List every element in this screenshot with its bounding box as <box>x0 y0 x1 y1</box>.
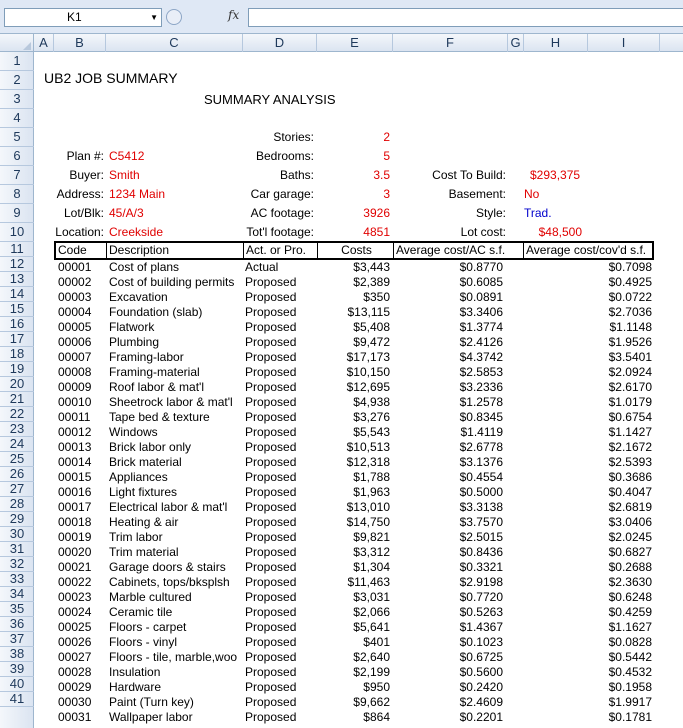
item-average-cost-covd[interactable]: $1.0179 <box>608 395 652 409</box>
worksheet-grid[interactable] <box>34 52 683 728</box>
column-header-c[interactable]: C <box>106 34 243 52</box>
item-average-cost-ac[interactable]: $3.1376 <box>459 455 503 469</box>
item-average-cost-covd[interactable]: $1.9526 <box>608 335 652 349</box>
row-header-26[interactable]: 26 <box>0 467 34 482</box>
buyer-label[interactable]: Buyer: <box>69 168 104 182</box>
item-description[interactable]: Cabinets, tops/bksplsh <box>109 575 230 589</box>
item-status[interactable]: Proposed <box>245 575 297 589</box>
item-status[interactable]: Proposed <box>245 635 297 649</box>
item-average-cost-covd[interactable]: $0.4532 <box>608 665 652 679</box>
item-average-cost-ac[interactable]: $2.5853 <box>459 365 503 379</box>
item-description[interactable]: Plumbing <box>109 335 160 349</box>
bedrooms-label[interactable]: Bedrooms: <box>255 149 314 163</box>
ac-footage-label[interactable]: AC footage: <box>250 206 314 220</box>
item-status[interactable]: Proposed <box>245 410 297 424</box>
name-box-value: K1 <box>67 10 82 24</box>
item-average-cost-covd[interactable]: $0.5442 <box>608 650 652 664</box>
item-average-cost-covd[interactable]: $0.3686 <box>608 470 652 484</box>
address-value[interactable]: 1234 Main <box>109 187 166 201</box>
item-description[interactable]: Brick material <box>109 455 182 469</box>
row-header-34[interactable]: 34 <box>0 587 34 602</box>
item-cost[interactable]: $13,115 <box>347 305 390 319</box>
lot-cost-value[interactable]: $48,500 <box>538 225 582 239</box>
item-code[interactable]: 00015 <box>58 470 92 484</box>
item-average-cost-covd[interactable]: $0.2688 <box>608 560 652 574</box>
item-description[interactable]: Brick labor only <box>109 440 192 454</box>
item-average-cost-ac[interactable]: $0.8770 <box>459 260 503 274</box>
bedrooms-value[interactable]: 5 <box>383 149 390 163</box>
item-status[interactable]: Proposed <box>245 485 297 499</box>
item-description[interactable]: Framing-material <box>109 365 200 379</box>
item-description[interactable]: Floors - carpet <box>109 620 187 634</box>
item-status[interactable]: Actual <box>245 260 279 274</box>
item-status[interactable]: Proposed <box>245 695 297 709</box>
item-description[interactable]: Framing-labor <box>109 350 184 364</box>
item-average-cost-ac[interactable]: $0.6725 <box>459 650 503 664</box>
item-average-cost-ac[interactable]: $4.3742 <box>459 350 503 364</box>
item-average-cost-ac[interactable]: $0.3321 <box>459 560 503 574</box>
item-code[interactable]: 00001 <box>58 260 92 274</box>
item-average-cost-covd[interactable]: $2.7036 <box>608 305 652 319</box>
item-code[interactable]: 00029 <box>58 680 92 694</box>
stories-value[interactable]: 2 <box>383 130 390 144</box>
item-average-cost-covd[interactable]: $1.1627 <box>608 620 652 634</box>
column-header-f[interactable]: F <box>393 34 508 52</box>
item-average-cost-covd[interactable]: $2.6170 <box>608 380 652 394</box>
item-status[interactable]: Proposed <box>245 455 297 469</box>
row-header-30[interactable]: 30 <box>0 527 34 542</box>
plan-label[interactable]: Plan #: <box>66 149 104 163</box>
item-status[interactable]: Proposed <box>245 395 297 409</box>
item-average-cost-ac[interactable]: $0.0891 <box>459 290 503 304</box>
row-header-27[interactable]: 27 <box>0 482 34 497</box>
row-header-9[interactable]: 9 <box>0 204 34 223</box>
item-code[interactable]: 00031 <box>58 710 92 724</box>
row-header-13[interactable]: 13 <box>0 272 34 287</box>
item-status[interactable]: Proposed <box>245 620 297 634</box>
item-code[interactable]: 00007 <box>58 350 92 364</box>
item-status[interactable]: Proposed <box>245 680 297 694</box>
name-box[interactable] <box>4 8 162 27</box>
item-average-cost-covd[interactable]: $0.4925 <box>608 275 652 289</box>
item-code[interactable]: 00014 <box>58 455 92 469</box>
sheet-title[interactable]: UB2 JOB SUMMARY <box>44 70 178 86</box>
row-header-19[interactable]: 19 <box>0 362 34 377</box>
item-description[interactable]: Floors - tile, marble,woo <box>109 650 238 664</box>
header-costs[interactable]: Costs <box>341 243 372 257</box>
item-code[interactable]: 00008 <box>58 365 92 379</box>
location-label[interactable]: Location: <box>55 225 104 239</box>
item-status[interactable]: Proposed <box>245 500 297 514</box>
item-description[interactable]: Garage doors & stairs <box>109 560 226 574</box>
cost-to-build-label[interactable]: Cost To Build: <box>432 168 506 182</box>
item-average-cost-covd[interactable]: $0.4047 <box>608 485 652 499</box>
item-cost[interactable]: $12,695 <box>346 380 390 394</box>
item-status[interactable]: Proposed <box>245 665 297 679</box>
column-header-g[interactable]: G <box>508 34 524 52</box>
item-average-cost-covd[interactable]: $2.3630 <box>608 575 652 589</box>
item-average-cost-covd[interactable]: $3.5401 <box>608 350 652 364</box>
row-header-5[interactable]: 5 <box>0 128 34 147</box>
item-status[interactable]: Proposed <box>245 560 297 574</box>
item-description[interactable]: Wallpaper labor <box>109 710 193 724</box>
item-description[interactable]: Floors - vinyl <box>109 635 178 649</box>
item-cost[interactable]: $3,443 <box>353 260 390 274</box>
item-code[interactable]: 00011 <box>58 410 91 424</box>
item-code[interactable]: 00030 <box>58 695 92 709</box>
item-description[interactable]: Roof labor & mat'l <box>109 380 204 394</box>
item-description[interactable]: Windows <box>109 425 158 439</box>
item-average-cost-ac[interactable]: $0.8345 <box>459 410 503 424</box>
item-average-cost-ac[interactable]: $0.5263 <box>459 605 503 619</box>
row-header-35[interactable]: 35 <box>0 602 34 617</box>
item-average-cost-ac[interactable]: $2.4609 <box>459 695 503 709</box>
item-code[interactable]: 00017 <box>58 500 92 514</box>
row-header-36[interactable]: 36 <box>0 617 34 632</box>
item-status[interactable]: Proposed <box>245 320 297 334</box>
item-average-cost-ac[interactable]: $0.8436 <box>459 545 503 559</box>
header-average-cost-covd[interactable]: Average cost/cov'd s.f. <box>526 243 647 257</box>
item-description[interactable]: Trim material <box>109 545 179 559</box>
item-average-cost-covd[interactable]: $0.6754 <box>608 410 652 424</box>
item-code[interactable]: 00013 <box>58 440 92 454</box>
row-header-2[interactable]: 2 <box>0 71 34 90</box>
item-status[interactable]: Proposed <box>245 425 297 439</box>
item-average-cost-covd[interactable]: $0.0722 <box>608 290 652 304</box>
item-average-cost-covd[interactable]: $0.4259 <box>608 605 652 619</box>
item-description[interactable]: Marble cultured <box>109 590 192 604</box>
item-status[interactable]: Proposed <box>245 530 297 544</box>
item-description[interactable]: Flatwork <box>109 320 155 334</box>
sheet-subtitle[interactable]: SUMMARY ANALYSIS <box>204 92 336 107</box>
item-description[interactable]: Light fixtures <box>109 485 178 499</box>
item-average-cost-covd[interactable]: $0.1781 <box>608 710 652 724</box>
formula-bar-resize-icon[interactable] <box>166 9 182 25</box>
item-code[interactable]: 00004 <box>58 305 92 319</box>
item-cost[interactable]: $9,821 <box>353 530 390 544</box>
item-description[interactable]: Heating & air <box>109 515 179 529</box>
style-label[interactable]: Style: <box>475 206 506 220</box>
row-header-10[interactable]: 10 <box>0 223 34 242</box>
item-cost[interactable]: $3,312 <box>353 545 390 559</box>
lot-blk-label[interactable]: Lot/Blk: <box>63 206 104 220</box>
item-status[interactable]: Proposed <box>245 365 297 379</box>
insert-function-icon[interactable]: fx <box>228 8 240 22</box>
basement-value[interactable]: No <box>524 187 540 201</box>
item-status[interactable]: Proposed <box>245 650 297 664</box>
row-header-11[interactable]: 11 <box>0 242 34 257</box>
item-status[interactable]: Proposed <box>245 515 297 529</box>
lot-blk-value[interactable]: 45/A/3 <box>109 206 144 220</box>
item-description[interactable]: Excavation <box>109 290 168 304</box>
item-cost[interactable]: $2,199 <box>353 665 390 679</box>
item-cost[interactable]: $9,662 <box>353 695 390 709</box>
item-average-cost-ac[interactable]: $0.7720 <box>459 590 503 604</box>
item-status[interactable]: Proposed <box>245 470 297 484</box>
header-average-cost-ac[interactable]: Average cost/AC s.f. <box>396 243 506 257</box>
table-header-row <box>54 241 654 260</box>
item-cost[interactable]: $17,173 <box>346 350 390 364</box>
item-average-cost-ac[interactable]: $3.3406 <box>459 305 503 319</box>
item-average-cost-covd[interactable]: $0.6827 <box>608 545 652 559</box>
item-code[interactable]: 00012 <box>58 425 92 439</box>
row-header-1[interactable]: 1 <box>0 52 34 71</box>
item-status[interactable]: Proposed <box>245 335 297 349</box>
baths-value[interactable]: 3.5 <box>373 168 390 182</box>
item-average-cost-ac[interactable]: $0.5000 <box>459 485 503 499</box>
item-cost[interactable]: $3,031 <box>353 590 390 604</box>
row-header-3[interactable]: 3 <box>0 90 34 109</box>
item-average-cost-ac[interactable]: $0.4554 <box>459 470 503 484</box>
item-cost[interactable]: $10,513 <box>346 440 390 454</box>
item-status[interactable]: Proposed <box>245 545 297 559</box>
item-average-cost-ac[interactable]: $2.9198 <box>459 575 503 589</box>
row-header-32[interactable]: 32 <box>0 557 34 572</box>
total-footage-value[interactable]: 4851 <box>363 225 390 239</box>
ac-footage-value[interactable]: 3926 <box>363 206 390 220</box>
item-cost[interactable]: $1,963 <box>353 485 390 499</box>
style-value[interactable]: Trad. <box>524 206 552 220</box>
car-garage-value[interactable]: 3 <box>383 187 390 201</box>
item-code[interactable]: 00009 <box>58 380 92 394</box>
item-average-cost-covd[interactable]: $2.0245 <box>608 530 652 544</box>
header-code[interactable]: Code <box>58 243 87 257</box>
column-header-bar <box>0 34 683 52</box>
row-header-37[interactable]: 37 <box>0 632 34 647</box>
item-average-cost-ac[interactable]: $2.4126 <box>459 335 503 349</box>
row-header-14[interactable]: 14 <box>0 287 34 302</box>
row-header-7[interactable]: 7 <box>0 166 34 185</box>
item-average-cost-covd[interactable]: $0.6248 <box>608 590 652 604</box>
column-header-e[interactable]: E <box>317 34 393 52</box>
stories-label[interactable]: Stories: <box>273 130 314 144</box>
item-average-cost-ac[interactable]: $1.4367 <box>459 620 503 634</box>
row-header-18[interactable]: 18 <box>0 347 34 362</box>
item-description[interactable]: Trim labor <box>109 530 163 544</box>
column-header-h[interactable]: H <box>524 34 588 52</box>
item-cost[interactable]: $864 <box>363 710 390 724</box>
item-code[interactable]: 00027 <box>58 650 92 664</box>
item-average-cost-covd[interactable]: $1.9917 <box>608 695 652 709</box>
header-actual-or-proposed[interactable]: Act. or Pro. <box>246 243 307 257</box>
item-cost[interactable]: $5,641 <box>353 620 390 634</box>
row-header-28[interactable]: 28 <box>0 497 34 512</box>
item-average-cost-ac[interactable]: $3.3138 <box>459 500 503 514</box>
item-status[interactable]: Proposed <box>245 590 297 604</box>
item-code[interactable]: 00002 <box>58 275 92 289</box>
item-code[interactable]: 00024 <box>58 605 92 619</box>
item-average-cost-covd[interactable]: $2.6819 <box>608 500 652 514</box>
item-code[interactable]: 00025 <box>58 620 92 634</box>
item-average-cost-ac[interactable]: $0.2420 <box>459 680 503 694</box>
item-cost[interactable]: $13,010 <box>346 500 390 514</box>
baths-label[interactable]: Baths: <box>279 168 314 182</box>
item-cost[interactable]: $350 <box>363 290 390 304</box>
row-header-29[interactable]: 29 <box>0 512 34 527</box>
item-code[interactable]: 00026 <box>58 635 92 649</box>
row-header-31[interactable]: 31 <box>0 542 34 557</box>
item-average-cost-ac[interactable]: $0.2201 <box>459 710 503 724</box>
formula-input[interactable] <box>248 8 683 27</box>
item-status[interactable]: Proposed <box>245 440 297 454</box>
item-cost[interactable]: $1,788 <box>353 470 390 484</box>
row-header-4[interactable]: 4 <box>0 109 34 128</box>
item-status[interactable]: Proposed <box>245 305 297 319</box>
item-average-cost-ac[interactable]: $3.2336 <box>459 380 503 394</box>
item-code[interactable]: 00016 <box>58 485 92 499</box>
item-average-cost-ac[interactable]: $2.5015 <box>459 530 503 544</box>
item-average-cost-ac[interactable]: $1.2578 <box>459 395 503 409</box>
item-description[interactable]: Appliances <box>109 470 168 484</box>
item-description[interactable]: Tape bed & texture <box>109 410 210 424</box>
item-average-cost-covd[interactable]: $2.0924 <box>608 365 652 379</box>
item-cost[interactable]: $9,472 <box>353 335 390 349</box>
item-status[interactable]: Proposed <box>245 380 297 394</box>
row-header-6[interactable]: 6 <box>0 147 34 166</box>
row-header-23[interactable]: 23 <box>0 422 34 437</box>
row-header-15[interactable]: 15 <box>0 302 34 317</box>
item-code[interactable]: 00021 <box>58 560 92 574</box>
row-header-16[interactable]: 16 <box>0 317 34 332</box>
item-average-cost-covd[interactable]: $3.0406 <box>608 515 652 529</box>
item-average-cost-ac[interactable]: $0.1023 <box>459 635 503 649</box>
column-header-d[interactable]: D <box>243 34 317 52</box>
address-label[interactable]: Address: <box>56 187 104 201</box>
item-code[interactable]: 00020 <box>58 545 92 559</box>
item-description[interactable]: Sheetrock labor & mat'l <box>109 395 233 409</box>
row-header-21[interactable]: 21 <box>0 392 34 407</box>
row-header-8[interactable]: 8 <box>0 185 34 204</box>
item-description[interactable]: Foundation (slab) <box>109 305 203 319</box>
row-header-39[interactable]: 39 <box>0 662 34 677</box>
item-cost[interactable]: $3,276 <box>353 410 390 424</box>
row-header-22[interactable]: 22 <box>0 407 34 422</box>
item-cost[interactable]: $12,318 <box>346 455 390 469</box>
basement-label[interactable]: Basement: <box>448 187 506 201</box>
item-description[interactable]: Electrical labor & mat'l <box>109 500 228 514</box>
item-average-cost-ac[interactable]: $1.4119 <box>460 425 503 439</box>
row-header-20[interactable]: 20 <box>0 377 34 392</box>
item-average-cost-covd[interactable]: $1.1148 <box>609 320 652 334</box>
item-average-cost-covd[interactable]: $1.1427 <box>608 425 652 439</box>
select-all-button[interactable] <box>0 34 34 52</box>
item-average-cost-covd[interactable]: $2.5393 <box>608 455 652 469</box>
item-description[interactable]: Cost of building permits <box>109 275 235 289</box>
item-average-cost-ac[interactable]: $3.7570 <box>459 515 503 529</box>
column-header-a[interactable]: A <box>34 34 54 52</box>
item-status[interactable]: Proposed <box>245 710 297 724</box>
item-average-cost-covd[interactable]: $0.7098 <box>608 260 652 274</box>
item-code[interactable]: 00019 <box>58 530 92 544</box>
column-header-b[interactable]: B <box>54 34 106 52</box>
item-cost[interactable]: $950 <box>363 680 390 694</box>
item-average-cost-covd[interactable]: $0.0828 <box>608 635 652 649</box>
chevron-down-icon[interactable]: ▼ <box>150 13 158 22</box>
item-status[interactable]: Proposed <box>245 605 297 619</box>
item-status[interactable]: Proposed <box>245 290 297 304</box>
item-cost[interactable]: $2,640 <box>353 650 390 664</box>
item-cost[interactable]: $5,408 <box>353 320 390 334</box>
plan-value[interactable]: C5412 <box>109 149 145 163</box>
item-status[interactable]: Proposed <box>245 275 297 289</box>
row-header-24[interactable]: 24 <box>0 437 34 452</box>
item-code[interactable]: 00028 <box>58 665 92 679</box>
item-cost[interactable]: $5,543 <box>353 425 390 439</box>
item-average-cost-covd[interactable]: $0.1958 <box>608 680 652 694</box>
item-cost[interactable]: $14,750 <box>346 515 390 529</box>
row-header-25[interactable]: 25 <box>0 452 34 467</box>
item-average-cost-ac[interactable]: $0.5600 <box>459 665 503 679</box>
item-code[interactable]: 00005 <box>58 320 92 334</box>
row-header-40[interactable]: 40 <box>0 677 34 692</box>
location-value[interactable]: Creekside <box>109 225 164 239</box>
item-cost[interactable]: $10,150 <box>346 365 390 379</box>
item-code[interactable]: 00018 <box>58 515 92 529</box>
item-cost[interactable]: $2,389 <box>353 275 390 289</box>
item-average-cost-ac[interactable]: $0.6085 <box>459 275 503 289</box>
row-header-38[interactable]: 38 <box>0 647 34 662</box>
total-footage-label[interactable]: Tot'l footage: <box>246 225 314 239</box>
item-description[interactable]: Ceramic tile <box>109 605 173 619</box>
column-header-i[interactable]: I <box>588 34 660 52</box>
item-cost[interactable]: $4,938 <box>353 395 390 409</box>
item-cost[interactable]: $2,066 <box>353 605 390 619</box>
row-header-bar <box>0 52 34 728</box>
lot-cost-label[interactable]: Lot cost: <box>460 225 506 239</box>
item-code[interactable]: 00023 <box>58 590 92 604</box>
item-cost[interactable]: $401 <box>363 635 390 649</box>
car-garage-label[interactable]: Car garage: <box>250 187 314 201</box>
item-code[interactable]: 00006 <box>58 335 92 349</box>
row-header-12[interactable]: 12 <box>0 257 34 272</box>
item-status[interactable]: Proposed <box>245 350 297 364</box>
row-header-41[interactable]: 41 <box>0 692 34 707</box>
item-description[interactable]: Paint (Turn key) <box>109 695 194 709</box>
row-header-17[interactable]: 17 <box>0 332 34 347</box>
item-description[interactable]: Insulation <box>109 665 161 679</box>
item-code[interactable]: 00022 <box>58 575 92 589</box>
item-code[interactable]: 00010 <box>58 395 92 409</box>
item-cost[interactable]: $11,463 <box>347 575 390 589</box>
row-header-33[interactable]: 33 <box>0 572 34 587</box>
formula-bar <box>0 0 683 34</box>
item-average-cost-ac[interactable]: $2.6778 <box>459 440 503 454</box>
buyer-value[interactable]: Smith <box>109 168 140 182</box>
item-average-cost-ac[interactable]: $1.3774 <box>459 320 503 334</box>
item-description[interactable]: Cost of plans <box>109 260 180 274</box>
item-average-cost-covd[interactable]: $2.1672 <box>608 440 652 454</box>
item-description[interactable]: Hardware <box>109 680 162 694</box>
cost-to-build-value[interactable]: $293,375 <box>530 168 581 182</box>
item-cost[interactable]: $1,304 <box>353 560 390 574</box>
item-code[interactable]: 00003 <box>58 290 92 304</box>
header-description[interactable]: Description <box>109 243 170 257</box>
